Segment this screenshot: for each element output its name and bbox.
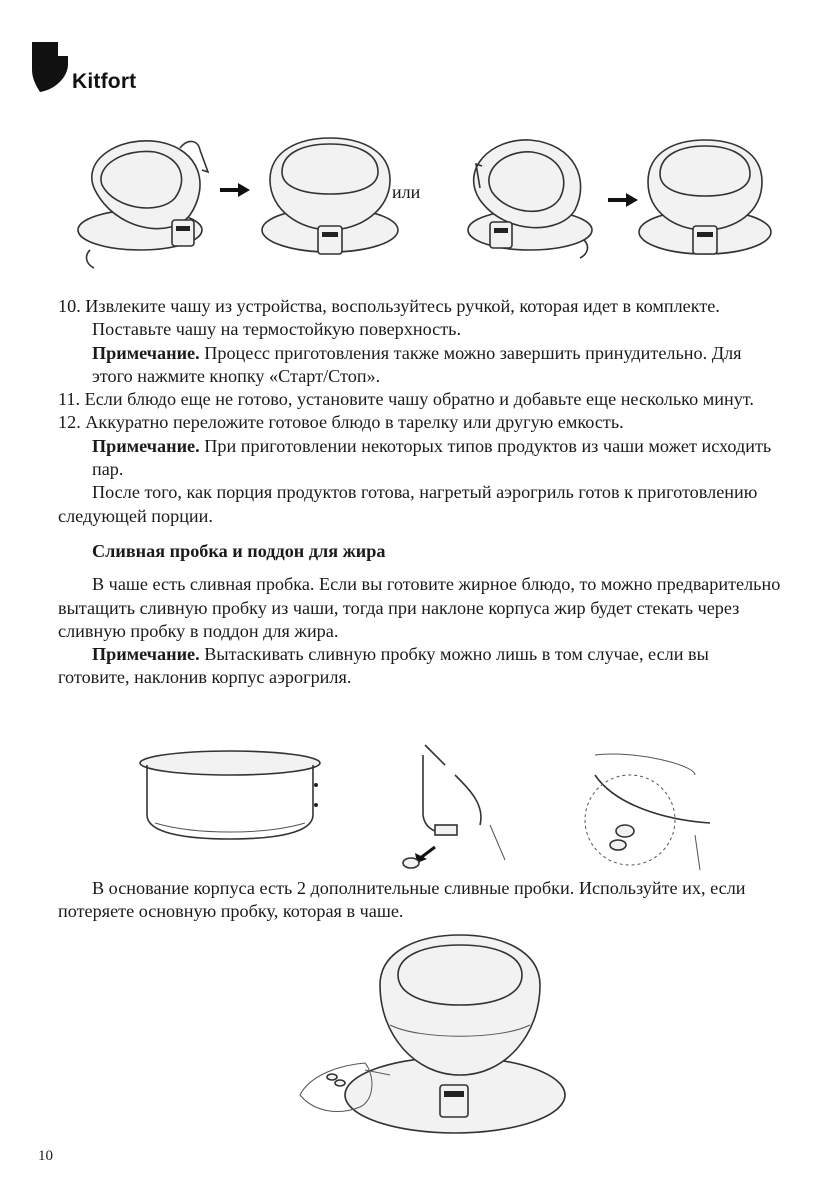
airfryer-upright-drawing-2 <box>639 140 771 254</box>
plug-removal-drawing <box>403 745 505 868</box>
step-11: 11. Если блюдо еще не готово, установите чашу обратно и добавьте еще несколько минут. <box>58 389 754 410</box>
section-heading: Сливная пробка и поддон для жира <box>92 540 386 561</box>
brand-logo <box>32 42 152 102</box>
airfryer-tilted-left-drawing <box>78 141 208 268</box>
step-12: 12. Аккуратно переложите готовое блюдо в тарелку или другую емкость. <box>58 412 624 433</box>
base-drain-plugs-illustration <box>280 925 580 1165</box>
drain-plug-illustration <box>135 735 725 875</box>
airfryer-tilted-right-drawing <box>468 140 592 258</box>
step-10-note: Примечание. Процесс приготовления также можно завершить принудительно. Для этого нажмите кнопку «Старт/Стоп». <box>92 342 742 386</box>
or-label: или <box>392 182 421 202</box>
instructions-text <box>58 295 784 690</box>
after-steps-paragraph: После того, как порция продуктов готова, нагретый аэрогриль готов к приготовлению следующей порции. <box>58 482 758 526</box>
drain-plug-note: Примечание. Вытаскивать сливную пробку можно лишь в том случае, если вы готовите, наклонив корпус аэрогриля. <box>58 644 709 688</box>
drain-plug-paragraph: В чаше есть сливная пробка. Если вы готовите жирное блюдо, то можно предварительно вытащить сливную пробку из чаши, тогда при наклоне корпуса жир будет стекать через сливную пробку в поддон для жира. <box>58 574 781 641</box>
airfryer-upright-drawing <box>262 138 398 254</box>
kitfort-logo-icon <box>32 42 68 92</box>
bowl-drawing <box>140 751 320 839</box>
extra-plugs-paragraph: В основание корпуса есть 2 дополнительные сливные пробки. Используйте их, если потеряете основную пробку, которая в чаше. <box>58 878 746 922</box>
extra-plugs-text <box>58 877 784 924</box>
plug-closeup-drawing <box>585 754 710 870</box>
step-12-note: Примечание. При приготовлении некоторых типов продуктов из чаши может исходить пар. <box>92 435 772 480</box>
step-10: 10. Извлеките чашу из устройства, воспользуйтесь ручкой, которая идет в комплекте. Поставьте чашу на термостойкую поверхность. <box>58 296 720 340</box>
brand-name: Kitfort <box>72 70 137 93</box>
page-number: 10 <box>38 1148 53 1164</box>
